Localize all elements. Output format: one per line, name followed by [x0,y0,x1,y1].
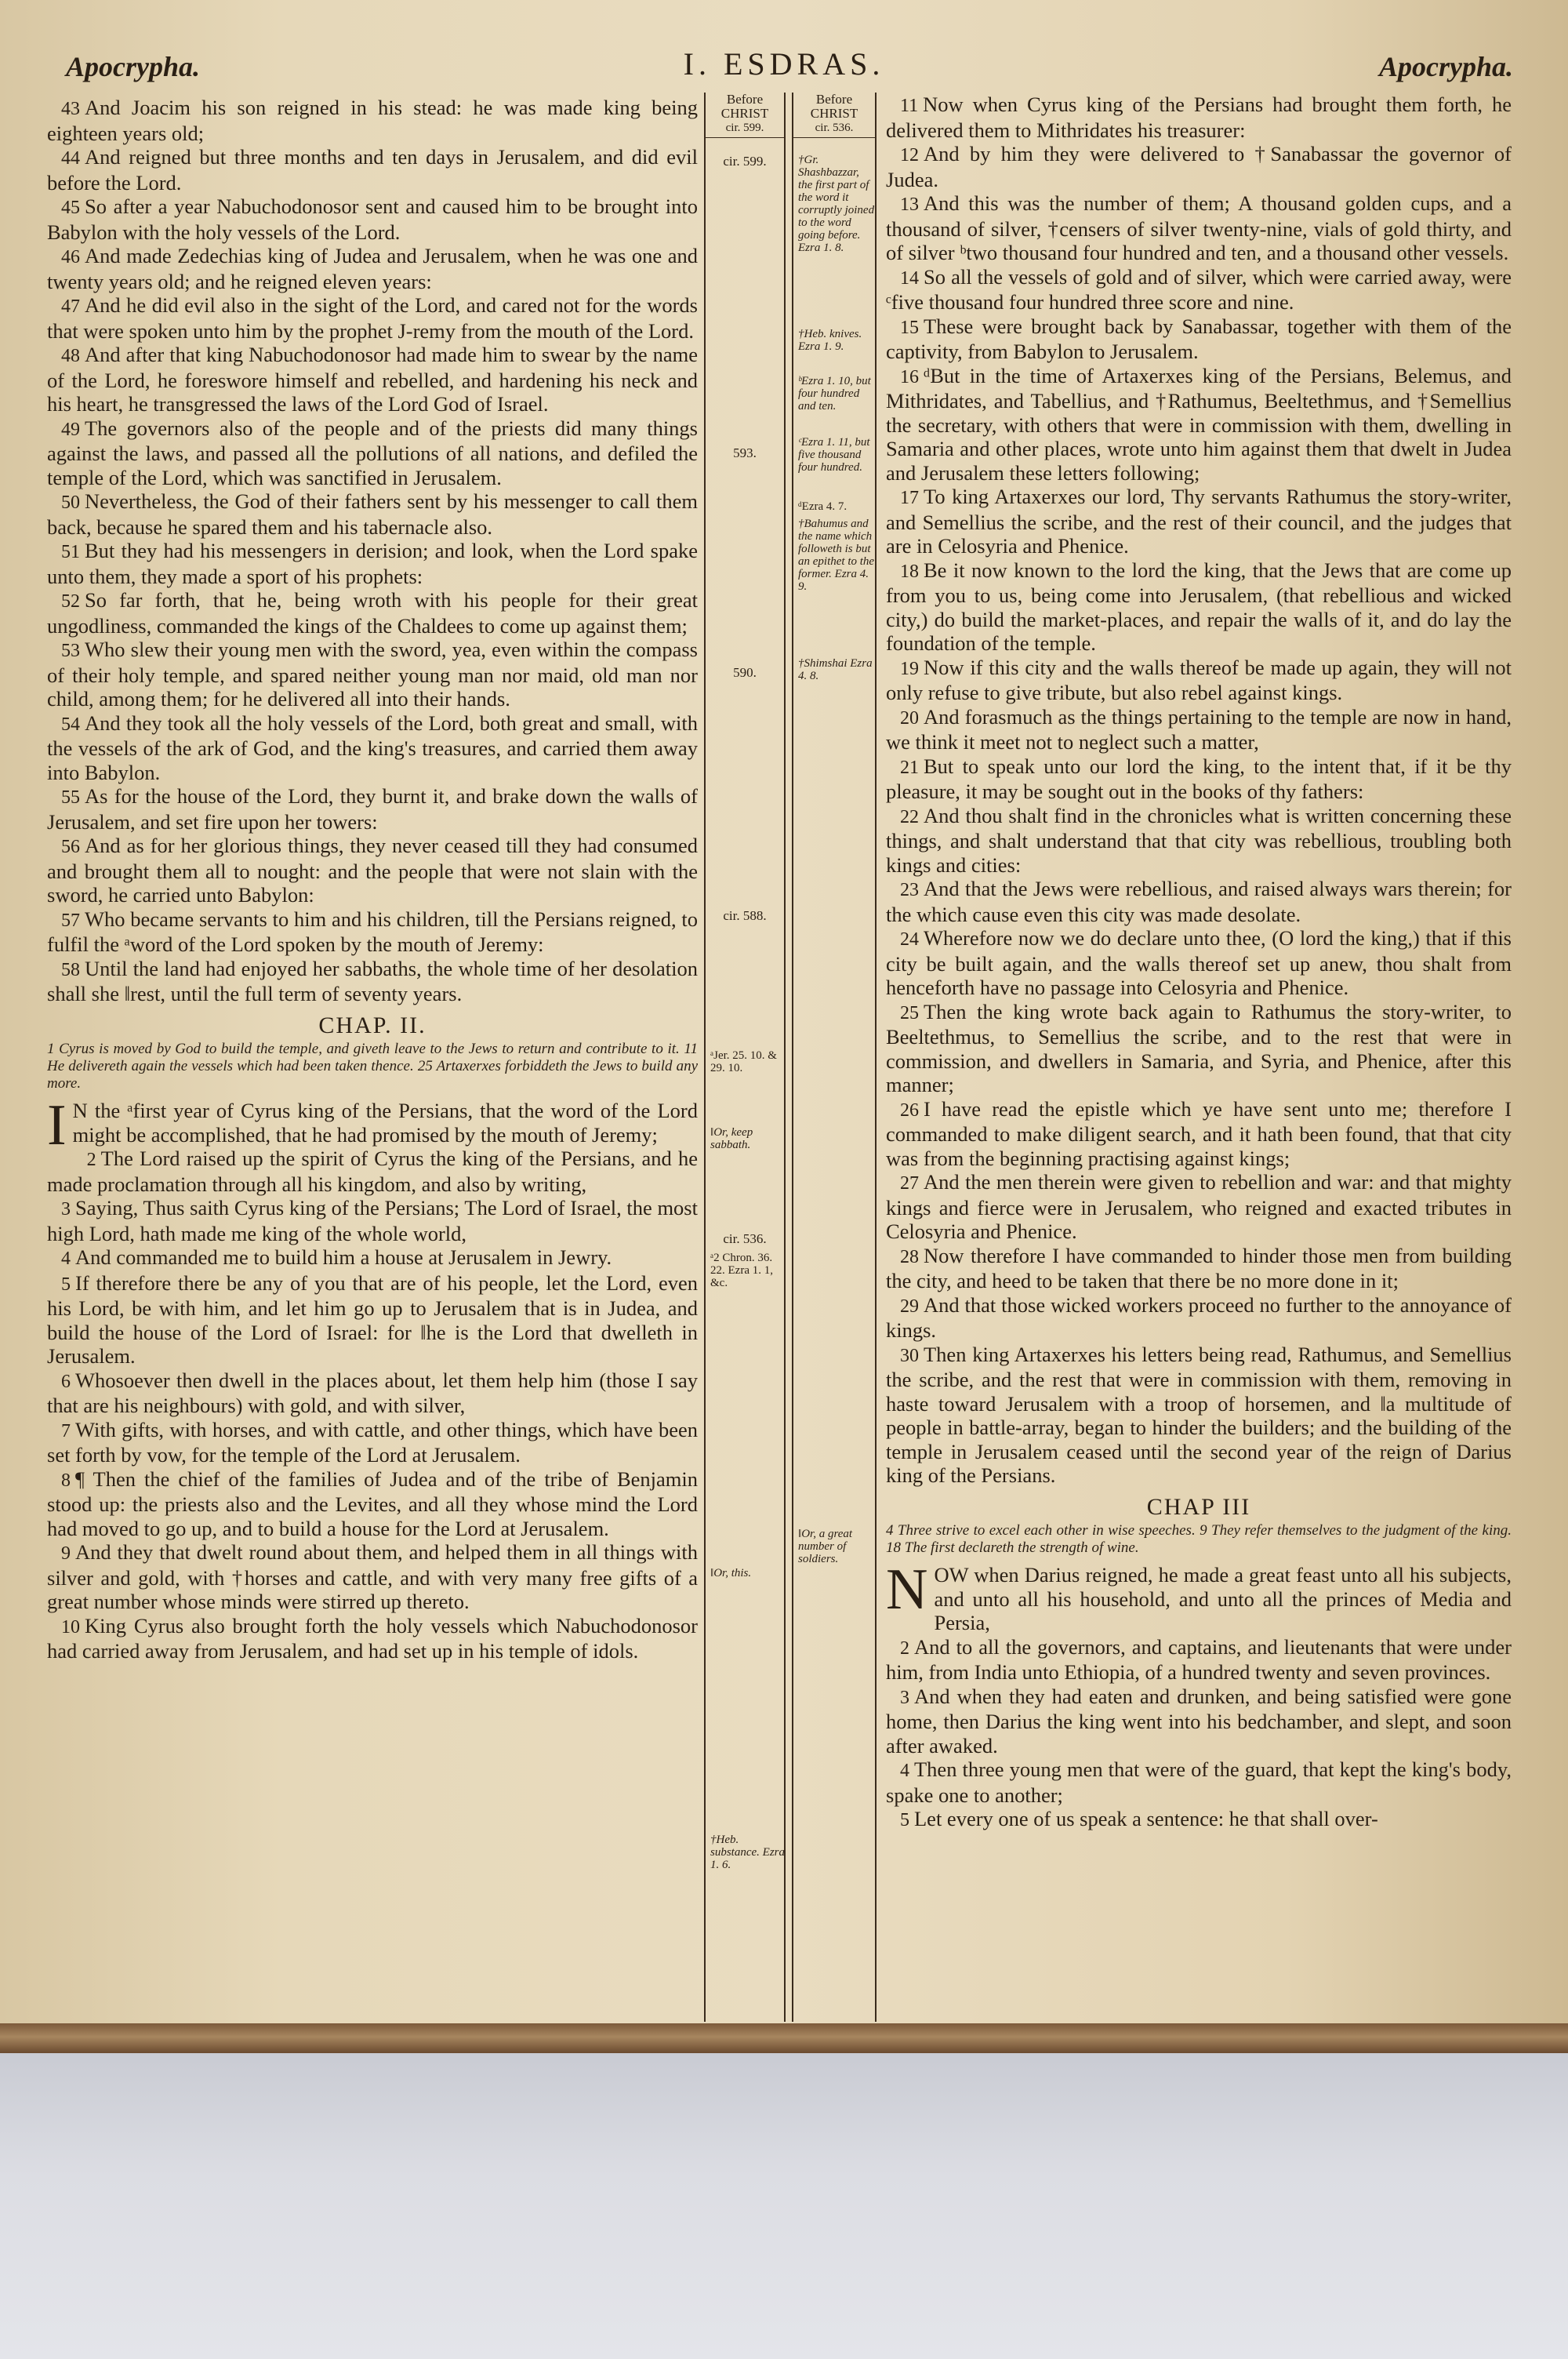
verse-number: 23 [900,880,919,900]
verse [47,145,698,194]
verse-text: Until the land had enjoyed her sabbaths, the whole time of her desolation shall she ‖rest, until the full term of seventy years. [47,956,698,1005]
margin-note: †Bahumus and the name which followeth is but an epithet to the former. Ezra 4. 9. [798,518,875,593]
verse-text: And as for her glorious things, they never ceased till they had consumed and brought them all to nought: and the people that were not slain with the sword, he carried unto Babylon: [47,834,698,907]
verse-number: 18 [900,561,919,582]
verse-number: 27 [900,1173,919,1194]
verse-text: ¶ Then the chief of the families of Judea and of the tribe of Benjamin stood up: the priests also and the Levites, and all they whose mind the Lord had moved to go up, and to build a house for the Lord at Jerusalem. [47,1467,698,1540]
verse [886,705,1512,754]
verse [47,1467,698,1541]
verse-number: 3 [900,1687,909,1708]
margin-note: †Shimshai Ezra 4. 8. [798,657,873,682]
drop-cap: N [886,1558,928,1622]
gutter-head-line: CHRIST [810,106,858,121]
verse-number: 12 [900,145,919,165]
verse-text: And Joacim his son reigned in his stead: he was made king being eighteen years old; [47,96,698,145]
verse [47,1196,698,1245]
verse-number: 24 [900,929,919,950]
verse [886,265,1512,314]
verse-number: 17 [900,488,919,508]
running-head-left: Apocrypha. [66,51,200,82]
left-verses-chapter-2 [47,1147,698,1663]
verse-text: And commanded me to build him a house at Jerusalem in Jewry. [75,1245,612,1269]
verse-number: 57 [61,910,80,931]
verse-number: 10 [61,1616,80,1637]
verse-number: 46 [61,247,80,267]
chapter-2-heading: CHAP. II. [318,1012,426,1038]
verse-text: And by him they were delivered to †Sanabassar the governor of Judea. [886,142,1512,191]
verse-text: And the men therein were given to rebellion and war: and that mighty kings and fierce were in Jerusalem, who reigned and exacted tributes in Celosyria and Phenice. [886,1170,1512,1243]
verse-number: 51 [61,542,80,562]
verse-text: And after that king Nabuchodonosor had made him to swear by the name of the Lord, he foreswore himself and rebelled, and hardening his neck and his heart, he transgressed the laws of the Lord God of Israel. [47,343,698,416]
verse-number: 22 [900,806,919,827]
verse [886,804,1512,878]
verse-text: Then the king wrote back again to Rathumus the story-writer, to Beeltethmus, to Semellius the scribe, and to the rest that were in commission, and dwellers in Samaria, and Syria, and Phenice, after this manner; [886,999,1512,1096]
verse [886,142,1512,191]
date-marker: 590. [733,665,757,680]
verse-number: 50 [61,493,80,513]
margin-note: ᵈEzra 4. 7. [798,500,848,513]
verse-text: Who slew their young men with the sword, yea, even within the compass of their holy temple, and spared neither young man nor maid, old man nor child, among them; for he delivered all into their hands. [47,638,698,711]
verse-number: 8 [61,1470,71,1491]
verse [47,293,698,343]
verse-text: Now if this city and the walls thereof be made up again, they will not only refuse to give tribute, but also rebel against kings. [886,655,1512,704]
gutter-head-line: cir. 536. [815,122,854,134]
verse-text: Then king Artaxerxes his letters being read, Rathumus, and Semellius the scribe, and the rest that were in commission with them, removing in haste toward Jerusalem with a troop of horsemen, and ‖a multitude of people in battle-array, began to hinder the builders; and the building of the temple in Jerusalem ceased until the second year of the reign of Darius king of the Persians. [886,1342,1512,1487]
verse [886,485,1512,558]
verse [47,1271,698,1369]
verse-number: 5 [61,1274,71,1295]
verse [47,416,698,490]
verse-text: Then three young men that were of the guard, that kept the king's body, spake one to another; [886,1757,1512,1807]
verse-number: 52 [61,591,80,612]
verse [47,711,698,785]
page-edge [0,2023,1568,2053]
verse-number: 48 [61,346,80,366]
verse-text: Now therefore I have commanded to hinder those men from building the city, and heed to be taken that there be no more done in it; [886,1243,1512,1292]
verse [886,1757,1512,1807]
date-marker: 593. [733,445,757,460]
verse-text: But to speak unto our lord the king, to the intent that, if it be thy pleasure, it may be sought out in the books of thy fathers: [886,754,1512,803]
margin-note: ᵃ2 Chron. 36. 22. Ezra 1. 1, &c. [710,1252,773,1289]
background-surface [0,2053,1568,2359]
verse-text: And made Zedechias king of Judea and Jerusalem, when he was one and twenty years old; and he reigned eleven years: [47,244,698,293]
verse [886,191,1512,265]
verse [47,194,698,244]
verse-number: 11 [900,96,919,116]
verse-text: Let every one of us speak a sentence: he that shall over- [914,1807,1378,1830]
margin-note: †Heb. knives. Ezra 1. 9. [798,328,862,353]
verse-number: 55 [61,787,80,808]
verse-number: 9 [61,1543,71,1564]
verse [47,1614,698,1663]
gutter-head-line: Before [815,92,853,107]
verse [47,1245,698,1271]
gutter-head-left [706,93,784,138]
verse [886,1293,1512,1343]
verse-text: Saying, Thus saith Cyrus king of the Persians; The Lord of Israel, the most high Lord, hath made me king of the whole world, [47,1196,698,1245]
verse-text: Nevertheless, the God of their fathers sent by his messenger to call them back, because he spared them and his tabernacle also. [47,489,698,539]
verse [47,539,698,588]
gutter-dates-column [704,93,786,2022]
verse-number: 2 [86,1150,96,1170]
verse [886,1343,1512,1488]
verse [886,558,1512,656]
verse [886,1097,1512,1171]
verse-number: 19 [900,658,919,679]
verse-text: And they took all the holy vessels of the Lord, both great and small, with the vessels of the ark of God, and the king's treasures, and carried them away into Babylon. [47,711,698,784]
chapter-2-verse-1 [47,1093,698,1158]
gutter-head-right [793,93,875,138]
verse-text: And thou shalt find in the chronicles what is written concerning these things, and shalt understand that that city was rebellious, troubling both kings and cities: [886,803,1512,877]
verse [886,877,1512,926]
margin-note: ‖Or, keep sabbath. [710,1126,753,1151]
verse [886,656,1512,705]
verse [47,638,698,711]
verse-number: 6 [61,1371,71,1392]
chapter-3-verse-1 [886,1558,1512,1635]
verse [47,588,698,638]
verse-text: And they that dwelt round about them, and helped them in all things with silver and gold, with †horses and cattle, and with very many free gifts of a great number whose minds were stirred up thereto. [47,1540,698,1613]
verse-text: If therefore there be any of you that are of his people, let the Lord, even his Lord, be with him, and let him go up to Jerusalem that is in Judea, and build the house of the Lord of Israel: for ‖he is the Lord that dwelleth in Jerusalem. [47,1270,698,1368]
drop-cap: I [47,1093,67,1158]
verse [886,1000,1512,1097]
verse-text: I have read the epistle which ye have sent unto me; therefore I commanded to make diligent search, and it hath been found, that that city was from the beginning practising against kings; [886,1096,1512,1170]
verse-text: N the ᵃfirst year of Cyrus king of the Persians, that the word of the Lord might be accomplished, that he had promised by the mouth of Jeremy; [72,1099,698,1147]
margin-note: ‖Or, this. [710,1567,752,1579]
verse [47,1540,698,1614]
verse-text: ᵈBut in the time of Artaxerxes king of the Persians, Belemus, and Mithridates, and Tabellius, and †Rathumus, Beeltethmus, and †Semellius the secretary, with others that were in commission with them, dwelling in Samaria and other places, wrote unto him against them that dwelt in Judea and Jerusalem these letters following; [886,363,1512,485]
verse-number: 28 [900,1246,919,1267]
verse-number: 43 [61,99,80,119]
chapter-3-summary: 4 Three strive to excel each other in wise speeches. 9 They refer themselves to the judgment of the king. 18 The first declareth the strength of wine. [886,1522,1512,1556]
verse [47,343,698,416]
verse-number: 4 [900,1761,909,1781]
verse-text: The governors also of the people and of the priests did many things against the laws, and passed all the pollutions of all nations, and defiled the temple of the Lord, which was sanctified in Jerusalem. [47,416,698,489]
verse-text: And this was the number of them; A thousand golden cups, and a thousand of silver, †censers of silver twenty-nine, vials of gold thirty, and of silver ᵇtwo thousand four hundred and ten, and a thousand other vessels. [886,191,1512,264]
gutter-head-line: Before [726,92,764,107]
verse-text: And that those wicked workers proceed no further to the annoyance of kings. [886,1292,1512,1342]
verse [47,1418,698,1467]
book-title: I. ESDRAS. [683,46,885,82]
verse-number: 58 [61,959,80,980]
verse-number: 3 [61,1199,71,1219]
date-marker: cir. 588. [723,908,767,923]
verse [886,1170,1512,1244]
verse-text: OW when Darius reigned, he made a great feast unto all his subjects, and unto all his household, and unto all the princes of Media and Persia, [934,1563,1512,1634]
verse-number: 49 [61,419,80,440]
verse-number: 7 [61,1420,71,1441]
verse [886,364,1512,485]
verse-text: And when they had eaten and drunken, and being satisfied were gone home, then Darius the king went into his bedchamber, and slept, and soon after awaked. [886,1684,1512,1757]
verse-number: 13 [900,194,919,215]
margin-note: ᶜEzra 1. 11, but five thousand four hundred. [798,436,870,474]
verse-number: 15 [900,317,919,338]
verse-number: 56 [61,837,80,857]
date-marker: cir. 599. [723,154,767,169]
verse [886,93,1512,142]
verse [886,1244,1512,1293]
verse [47,244,698,293]
verse-text: Wherefore now we do declare unto thee, (O lord the king,) that if this city be built again, and the walls thereof set up anew, thou shalt from henceforth have no passage into Celosyria and Phenice. [886,926,1512,999]
verse [47,907,698,957]
verse-number: 47 [61,296,80,317]
verse-text: And he did evil also in the sight of the Lord, and cared not for the words that were spoken unto him by the prophet J-remy from the mouth of the Lord. [47,293,698,343]
verse-number: 20 [900,707,919,729]
verse [886,1685,1512,1758]
running-head-right: Apocrypha. [1379,51,1513,82]
left-text-column [47,96,698,2009]
verse-text: And reigned but three months and ten days in Jerusalem, and did evil before the Lord. [47,145,698,194]
verse-text: Who became servants to him and his children, till the Persians reigned, to fulfil the ᵃword of the Lord spoken by the mouth of Jeremy: [47,907,698,956]
verse-number: 45 [61,198,80,218]
margin-note: ‖Or, a great number of soldiers. [798,1528,853,1565]
verse-number: 25 [900,1002,919,1023]
verse [886,1635,1512,1685]
verse-text: And forasmuch as the things pertaining to the temple are now in hand, we think it meet not to neglect such a matter, [886,704,1512,754]
verse-text: The Lord raised up the spirit of Cyrus the king of the Persians, and he made proclamation through all his kingdom, and also by writing, [47,1147,698,1196]
margin-note: ᵃJer. 25. 10. & 29. 10. [710,1049,777,1074]
verse-number: 21 [900,757,919,778]
verse [47,957,698,1006]
verse [886,926,1512,1000]
verse-text: Whosoever then dwell in the places about, let them help him (those I say that are his neighbours) with gold, and with silver, [47,1368,698,1417]
verse [47,834,698,907]
verse-text: As for the house of the Lord, they burnt it, and brake down the walls of Jerusalem, and set fire upon her towers: [47,784,698,834]
verse-number: 16 [900,366,919,387]
gutter-head-line: CHRIST [720,106,769,121]
verse-text: So all the vessels of gold and of silver, which were carried away, were ᶜfive thousand four hundred three score and nine. [886,264,1512,314]
verse-text: And to all the governors, and captains, and lieutenants that were under him, from India unto Ethiopia, of a hundred twenty and seven provinces. [886,1634,1512,1684]
verse [47,1369,698,1418]
verse-number: 26 [900,1100,919,1121]
verse-number: 54 [61,714,80,735]
gutter-head-line: cir. 599. [725,122,764,134]
verse-text: And that the Jews were rebellious, and raised always wars therein; for the which cause even this city was made desolate. [886,877,1512,926]
verse-text: But they had his messengers in derision; and look, when the Lord spake unto them, they made a sport of his prophets: [47,539,698,588]
verse [47,1147,698,1196]
verse [47,784,698,834]
verse-text: With gifts, with horses, and with cattle, and other things, which have been set forth by vow, for the temple of the Lord at Jerusalem. [47,1417,698,1467]
margin-note: †Heb. substance. Ezra 1. 6. [710,1834,785,1871]
verse-text: King Cyrus also brought forth the holy vessels which Nabuchodonosor had carried away from Jerusalem, and had set up in his temple of idols. [47,1613,698,1663]
verse-number: 30 [900,1345,919,1366]
verse-number: 2 [900,1637,909,1659]
verse-text: Now when Cyrus king of the Persians had brought them forth, he delivered them to Mithridates his treasurer: [886,93,1512,142]
chapter-3-heading: CHAP III [1146,1493,1251,1520]
verse [886,314,1512,364]
verse-number: 4 [61,1249,71,1269]
verse-text: Be it now known to the lord the king, that the Jews that are come up from you to us, being come into Jerusalem, (that rebellious and wicked city,) do build the market-places, and repair the walls of it, and do lay the foundation of the temple. [886,558,1512,655]
right-text-column [886,93,1512,2006]
verse-text: So far forth, that he, being wroth with his people for their great ungodliness, commanded the kings of the Chaldees to come up against them; [47,588,698,638]
right-verses-chapter-2 [886,93,1512,1488]
gutter-notes-column [792,93,877,2022]
date-marker: cir. 536. [723,1231,767,1246]
verse [886,1807,1512,1833]
left-verses-chapter-1 [47,96,698,1006]
verse-text: To king Artaxerxes our lord, Thy servants Rathumus the story-writer, and Semellius the scribe, and the rest of their council, and the judges that are in Celosyria and Phenice. [886,485,1512,558]
margin-note: †Gr. Shashbazzar, the first part of the word it corruptly joined to the word going before. Ezra 1. 8. [798,154,875,254]
verse-number: 29 [900,1296,919,1317]
margin-note: ᵇEzra 1. 10, but four hundred and ten. [798,375,871,413]
chapter-2-summary: 1 Cyrus is moved by God to build the temple, and giveth leave to the Jews to return and contribute to it. 11 He delivereth again the vessels which had been taken thence. 25 Artaxerxes forbiddeth the Jews to build any more. [47,1041,698,1092]
verse [47,96,698,145]
verse-text: These were brought back by Sanabassar, together with them of the captivity, from Babylon to Jerusalem. [886,314,1512,363]
verse-number: 5 [900,1810,909,1830]
verse [886,754,1512,804]
verse-number: 53 [61,641,80,661]
verse-text: So after a year Nabuchodonosor sent and caused him to be brought into Babylon with the holy vessels of the Lord. [47,194,698,244]
verse-number: 44 [61,148,80,169]
verse-number: 14 [900,267,919,289]
verse [47,489,698,539]
right-verses-chapter-3 [886,1635,1512,1833]
